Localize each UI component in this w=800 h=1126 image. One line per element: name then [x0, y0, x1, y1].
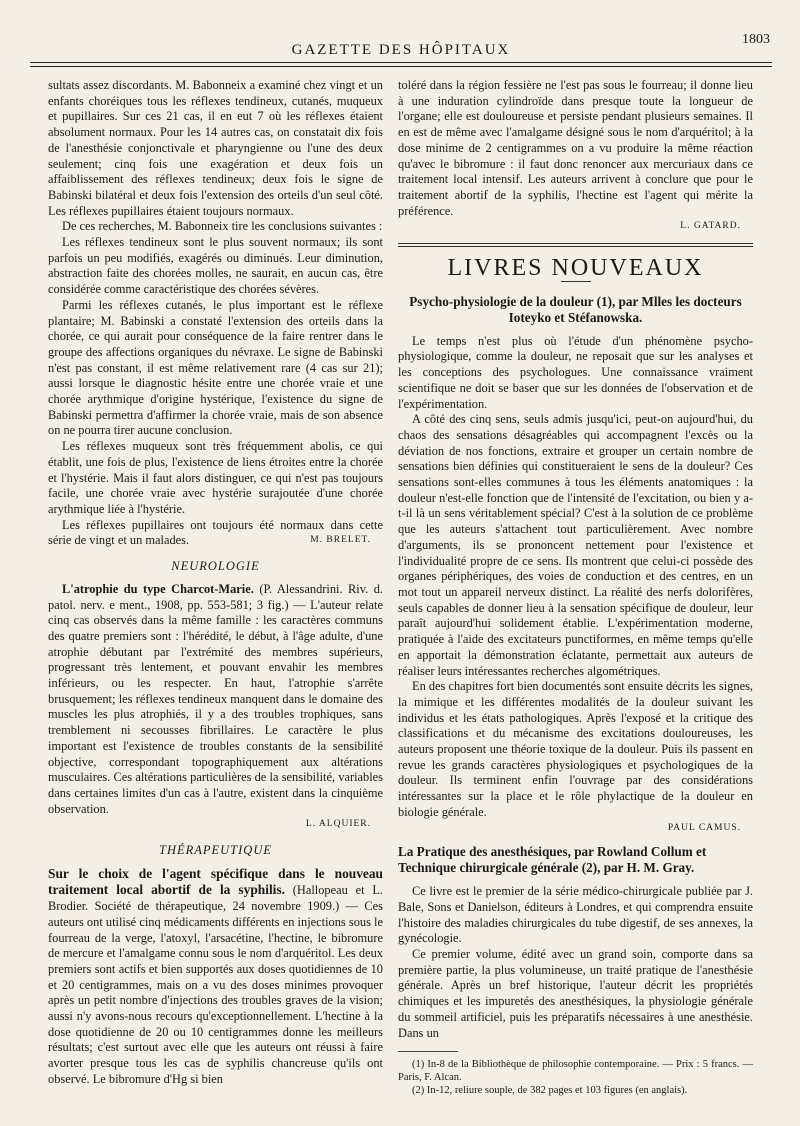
journal-title: GAZETTE DES HÔPITAUX [291, 42, 511, 58]
footnote-rule [398, 1051, 458, 1052]
article-reference: (P. Alessandrini. Riv. d. patol. nerv. e ment., 1908, pp. 553-581; 3 fig.) — [48, 581, 383, 612]
paragraph-text: Les réflexes pupillaires ont toujours été normaux dans cette série de vingt et un malades. [48, 517, 383, 548]
paragraph: Le temps n'est plus où l'étude d'un phénomène psycho-physiologique, comme la douleur, ne reposait que sur les analyses et les conceptions des psychologues. Une connaissance vraiment scientifique ne doit se baser que sur les données de l'observation et de l'expérimentation. [398, 333, 753, 411]
article-title: L'atrophie du type Charcot-Marie. [62, 581, 254, 596]
paragraph: toléré dans la région fessière ne l'est pas sous le fourreau; il donne lieu à une induration cylindroïde dans presque toute la longueur de l'organe; elle est douloureuse et persiste pendant plusieurs semaines. Il en est de même avec l'amalgame désigné sous le nom d'arquéritol; à la dose minime de 2 centigrammes on a vu produire la même réaction qu'avec le bibromure : il faut donc renoncer aux mercuriaux dans ce traitement local intensif. Les auteurs arrivent à conclure que pour le traitement abortif de la syphilis, l'hectine est l'agent qui mérite la préférence. [398, 78, 753, 218]
footnote: (1) In-8 de la Bibliothèque de philosophie contemporaine. — Prix : 5 francs. — Paris, F. Alcan. [398, 1059, 753, 1084]
footnote: (2) In-12, reliure souple, de 382 pages et 103 figures (en anglais). [412, 1085, 688, 1097]
paragraph [48, 518, 383, 549]
page-number: 1803 [742, 32, 770, 47]
author-signature: L. ALQUIER. [305, 819, 371, 830]
paragraph: Parmi les réflexes cutanés, le plus important est le réflexe plantaire; M. Babinski a constaté l'extension des orteils dans la chorée, ce qui aurait pour conséquence de la faire rentrer dans le groupe des affections organiques du névraxe. Le signe de Babinski n'est pas constant, il est même relativement rare (4 cas sur 21); aussi lorsque le diagnostic hésite entre une chorée vraie et une chorée arythmique d'origine hystérique, l'existence du signe de Babinski permettra d'affirmer la chorée vraie, mais de son absence on ne pourra tirer aucune conclusion. [48, 297, 383, 438]
article-body: L'auteur relate cinq cas observés dans la même famille : les caractères communs des quatre premiers sont : l'hérédité, le début, à l'âge adulte, d'une atrophie débutant par l'extrémité des membres supérieurs, progressant très lentement, et pouvant envahir les membres inférieurs, ou les respecter. En haut, l'atrophie s'arrête brusquement; les réflexes tendineux manquent dans le domaine des muscles les plus atrophiés, il y a des troubles trophiques, sans tremblement ni secousses fibrillaires. Le caractère le plus important est l'existence de troubles constants de la sensibilité objective, correspondant topographiquement aux altérations musculaires. Ces altérations particulières de la sensibilité, variables dans certaines limites d'un cas à l'autre, existent dans la cinquième observation. [48, 597, 383, 816]
section-heading-neurologie: NEUROLOGIE [171, 559, 260, 574]
author-signature: M. BRELET. [310, 535, 371, 546]
article-neurologie [48, 582, 383, 818]
paragraph: Les réflexes tendineux sont le plus souvent normaux; ils sont parfois un peu modifiés, exagérés ou diminués. Leur diminution, abstraction faite des chorées molles, ne saurait, en aucun cas, être considérée comme caractéristique des chorées sévères. [48, 235, 383, 297]
book-title: Psycho-physiologie de la douleur (1), par Mlles les docteurs Ioteyko et Stéfanowska. [409, 293, 742, 325]
author-signature: PAUL CAMUS. [667, 822, 741, 833]
article-body: Ces auteurs ont utilisé cinq médicaments différents en injections sous le fourreau de la verge, l'atoxyl, l'arsacétine, l'hectine, le bibromure de mercure et l'amalgame connu sous le nom d'arquéritol. Les deux premiers sont actifs et bien supportés aux doses quotidiennes de 10 et 20 centigrammes, mais on a vu des doses minimes provoquer après un petit nombre d'injections des troubles graves de la vision; aussi n'y avons-nous recours qu'exceptionnellement. L'hectine à la dose quotidienne de 20 ou 10 centigrammes donne les meilleurs résultats; c'est surtout avec elle que les auteurs ont réussi à faire avorter presque tous les cas de syphilis chancreuse qu'ils ont observé. Le bibromure d'Hg si bien [48, 899, 383, 1086]
paragraph: A côté des cinq sens, seuls admis jusqu'ici, peut-on aujourd'hui, du chaos des sensations désagréables qui accompagnent l'excès ou la déviation de nos fonctions, extraire et grouper un certain nombre de sensations bien définies qui constitueraient le sens de la douleur? Ces sensations sont-elles communes à tous les éléments anatomiques : la douleur n'est-elle fonction que de l'intensité de l'excitation, ou bien y a-t-il là un sens véritablement spécial? C'est à la solution de ce problème que les auteurs s'attachent tout particulièrement. Avec nombre d'arguments, ils se prononcent nettement pour l'existence et l'individualité propre de ce sens. Ils montrent que celui-ci possède des organes périphériques, des voies de conduction et des centres, en un mot tout un appareil nerveux distinct. La réalité des nerfs dolorifères, seuls capables de donner lieu à la sensation spécifique de douleur, leur paraît aujourd'hui solidement établie. L'expérimentation moderne, pratiquée à l'aide des excitateurs punctiformes, en même temps qu'elle en apportait la démonstration éclatante, permettait aux auteurs de réaliser leurs intéressantes recherches algométriques. [398, 412, 753, 678]
section-heading-therapeutique: THÉRAPEUTIQUE [159, 843, 272, 858]
page-header [30, 28, 772, 68]
article-title: Sur le choix de l'agent spécifique dans le nouveau traitement local abortif de la syphilis. [48, 865, 383, 898]
left-column [48, 78, 383, 1088]
article-reference: (Hallopeau et L. Brodier. Société de thérapeutique, 24 novembre 1909.) — [48, 883, 383, 914]
section-heading-livres-nouveaux: LIVRES NOUVEAUX [447, 255, 704, 282]
paragraph: sultats assez discordants. M. Babonneix a examiné chez vingt et un enfants choréiques tous les réflexes tendineux, cutanés, muqueux et pupillaires. Sur ces 21 cas, il en eut 7 où les réflexes étaient absolument normaux. Pour les 14 autres cas, on constatait dix fois de l'anesthésie conjonctivale et pharyngienne ou l'une des deux seulement; cinq fois une exagération et deux fois un affaiblissement des réflexes tendineux; deux fois le signe de Babinski bilatéral et deux fois l'extension des orteils d'un seul côté. Les réflexes pupillaires étaient toujours normaux. [48, 78, 383, 218]
paragraph: De ces recherches, M. Babonneix tire les conclusions suivantes : [62, 219, 383, 234]
header-rule-second [30, 66, 772, 67]
paragraph: Ce livre est le premier de la série médico-chirurgicale publiée par J. Bale, Sons et Danielson, éditeurs à Londres, et qui comprendra ensuite l'histoire des maladies chirurgicales du tube digestif, de ses annexes, la gynécologie. [398, 884, 753, 946]
section-rule [398, 243, 753, 247]
header-rule [30, 62, 772, 63]
article-therapeutique [48, 866, 383, 1088]
book-title: La Pratique des anesthésiques, par Rowland Collum et Technique chirurgicale générale (2), par H. M. Gray. [398, 844, 707, 876]
right-column [398, 78, 753, 1097]
paragraph: Les réflexes muqueux sont très fréquemment abolis, ce qui établit, une fois de plus, l'existence de liens étroites entre la chorée et l'hystérie. Mais il faut alors distinguer, ce qui n'est pas toujours facile, une chorée vraie avec hystérie surajoutée d'une chorée arythmique liée à l'hystérie. [48, 439, 383, 516]
paragraph: En des chapitres fort bien documentés sont ensuite décrits les signes, la mimique et les différentes modalités de la douleur suivant les individus et les états pathologiques. Après l'exposé et la critique des classifications et du mécanisme des excitations douloureuses, les auteurs proposent une théorie toxique de la douleur. Puis ils passent en revue les grands caractères physiologiques et psychologiques de la douleur. Ils terminent enfin l'ouvrage par des considérations intéressantes sur la place et le rôle phylactique de la douleur en biologie générale. [398, 679, 754, 819]
author-signature: L. GATARD. [680, 221, 741, 232]
paragraph: Ce premier volume, édité avec un grand soin, comporte dans sa première partie, la plus volumineuse, un traité pratique de l'anesthésie générale. Après un bref historique, l'auteur décrit les propriétés chimiques et les impuretés des anesthésiques, la physiologie générale du sommeil artificiel, puis les préparatifs nécessaires à une anesthésie. Dans un [398, 947, 753, 1040]
